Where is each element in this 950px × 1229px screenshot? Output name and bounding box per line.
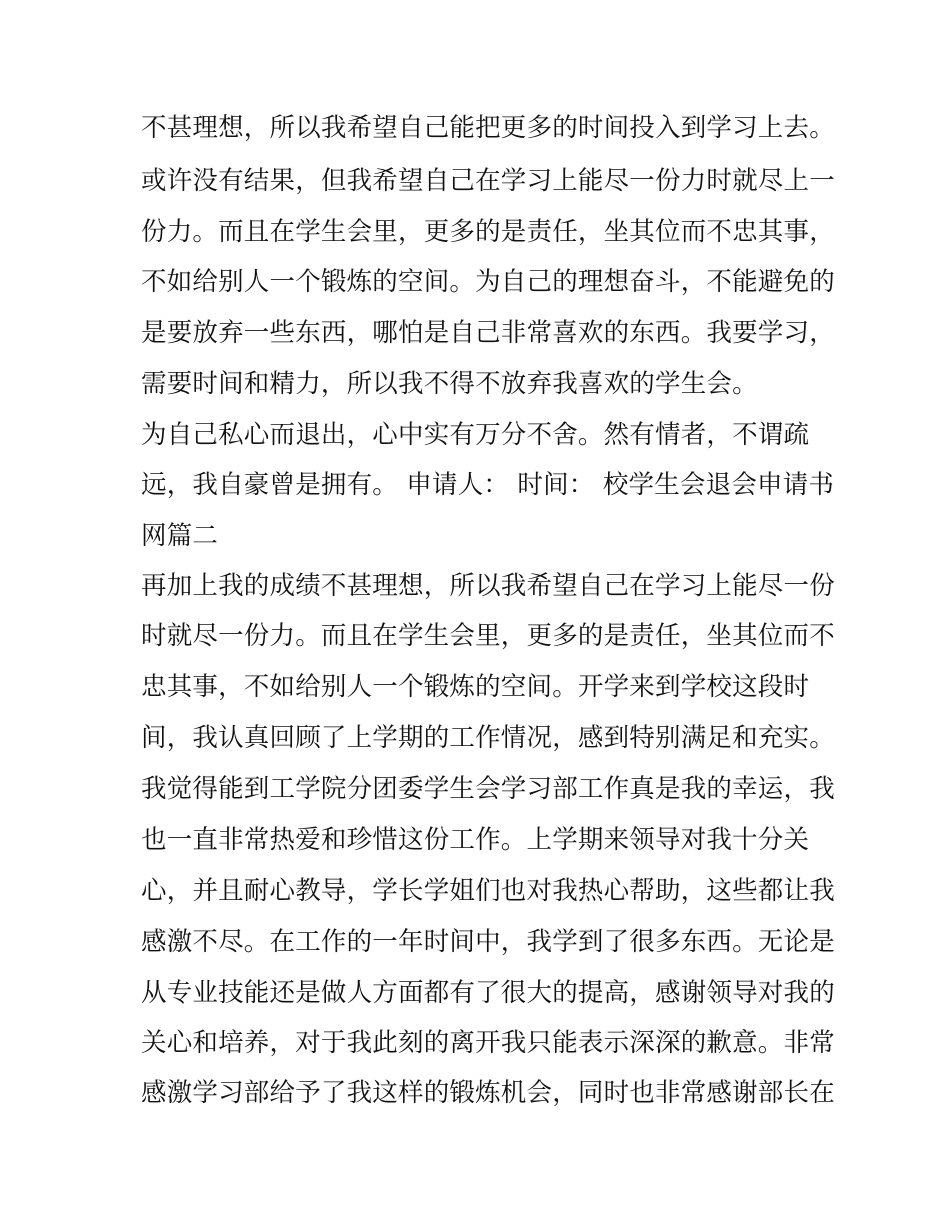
text-line: 从专业技能还是做人方面都有了很大的提高，感谢领导对我的 bbox=[141, 978, 835, 1008]
text-line: 远，我自豪曾是拥有。 申请人： 时间： 校学生会退会申请书 bbox=[141, 470, 835, 500]
text-line: 为自己私心而退出，心中实有万分不舍。然有情者，不谓疏 bbox=[141, 420, 810, 450]
text-line: 关心和培养，对于我此刻的离开我只能表示深深的歉意。非常 bbox=[141, 1028, 835, 1058]
text-line: 份力。而且在学生会里，更多的是责任，坐其位而不忠其事， bbox=[141, 217, 835, 247]
text-line: 间，我认真回顾了上学期的工作情况，感到特别满足和充实。 bbox=[141, 723, 835, 753]
text-line: 我觉得能到工学院分团委学生会学习部工作真是我的幸运，我 bbox=[141, 774, 835, 804]
text-line: 是要放弃一些东西，哪怕是自己非常喜欢的东西。我要学习， bbox=[141, 318, 835, 348]
text-line: 感激学习部给予了我这样的锻炼机会，同时也非常感谢部长在 bbox=[141, 1078, 835, 1108]
text-line: 不甚理想，所以我希望自己能把更多的时间投入到学习上去。 bbox=[141, 113, 835, 143]
text-line: 需要时间和精力，所以我不得不放弃我喜欢的学生会。 bbox=[141, 369, 758, 399]
text-line: 不如给别人一个锻炼的空间。为自己的理想奋斗，不能避免的 bbox=[141, 267, 835, 297]
text-line: 感激不尽。在工作的一年时间中，我学到了很多东西。无论是 bbox=[141, 927, 835, 957]
text-line: 再加上我的成绩不甚理想，所以我希望自己在学习上能尽一份 bbox=[141, 571, 835, 601]
text-line: 或许没有结果，但我希望自己在学习上能尽一份力时就尽上一 bbox=[141, 166, 835, 196]
text-line: 忠其事，不如给别人一个锻炼的空间。开学来到学校这段时 bbox=[141, 672, 810, 702]
text-line: 心，并且耐心教导，学长学姐们也对我热心帮助，这些都让我 bbox=[141, 876, 835, 906]
text-line: 网篇二 bbox=[141, 521, 219, 551]
text-line: 也一直非常热爱和珍惜这份工作。上学期来领导对我十分关 bbox=[141, 825, 810, 855]
text-line: 时就尽一份力。而且在学生会里，更多的是责任，坐其位而不 bbox=[141, 621, 835, 651]
